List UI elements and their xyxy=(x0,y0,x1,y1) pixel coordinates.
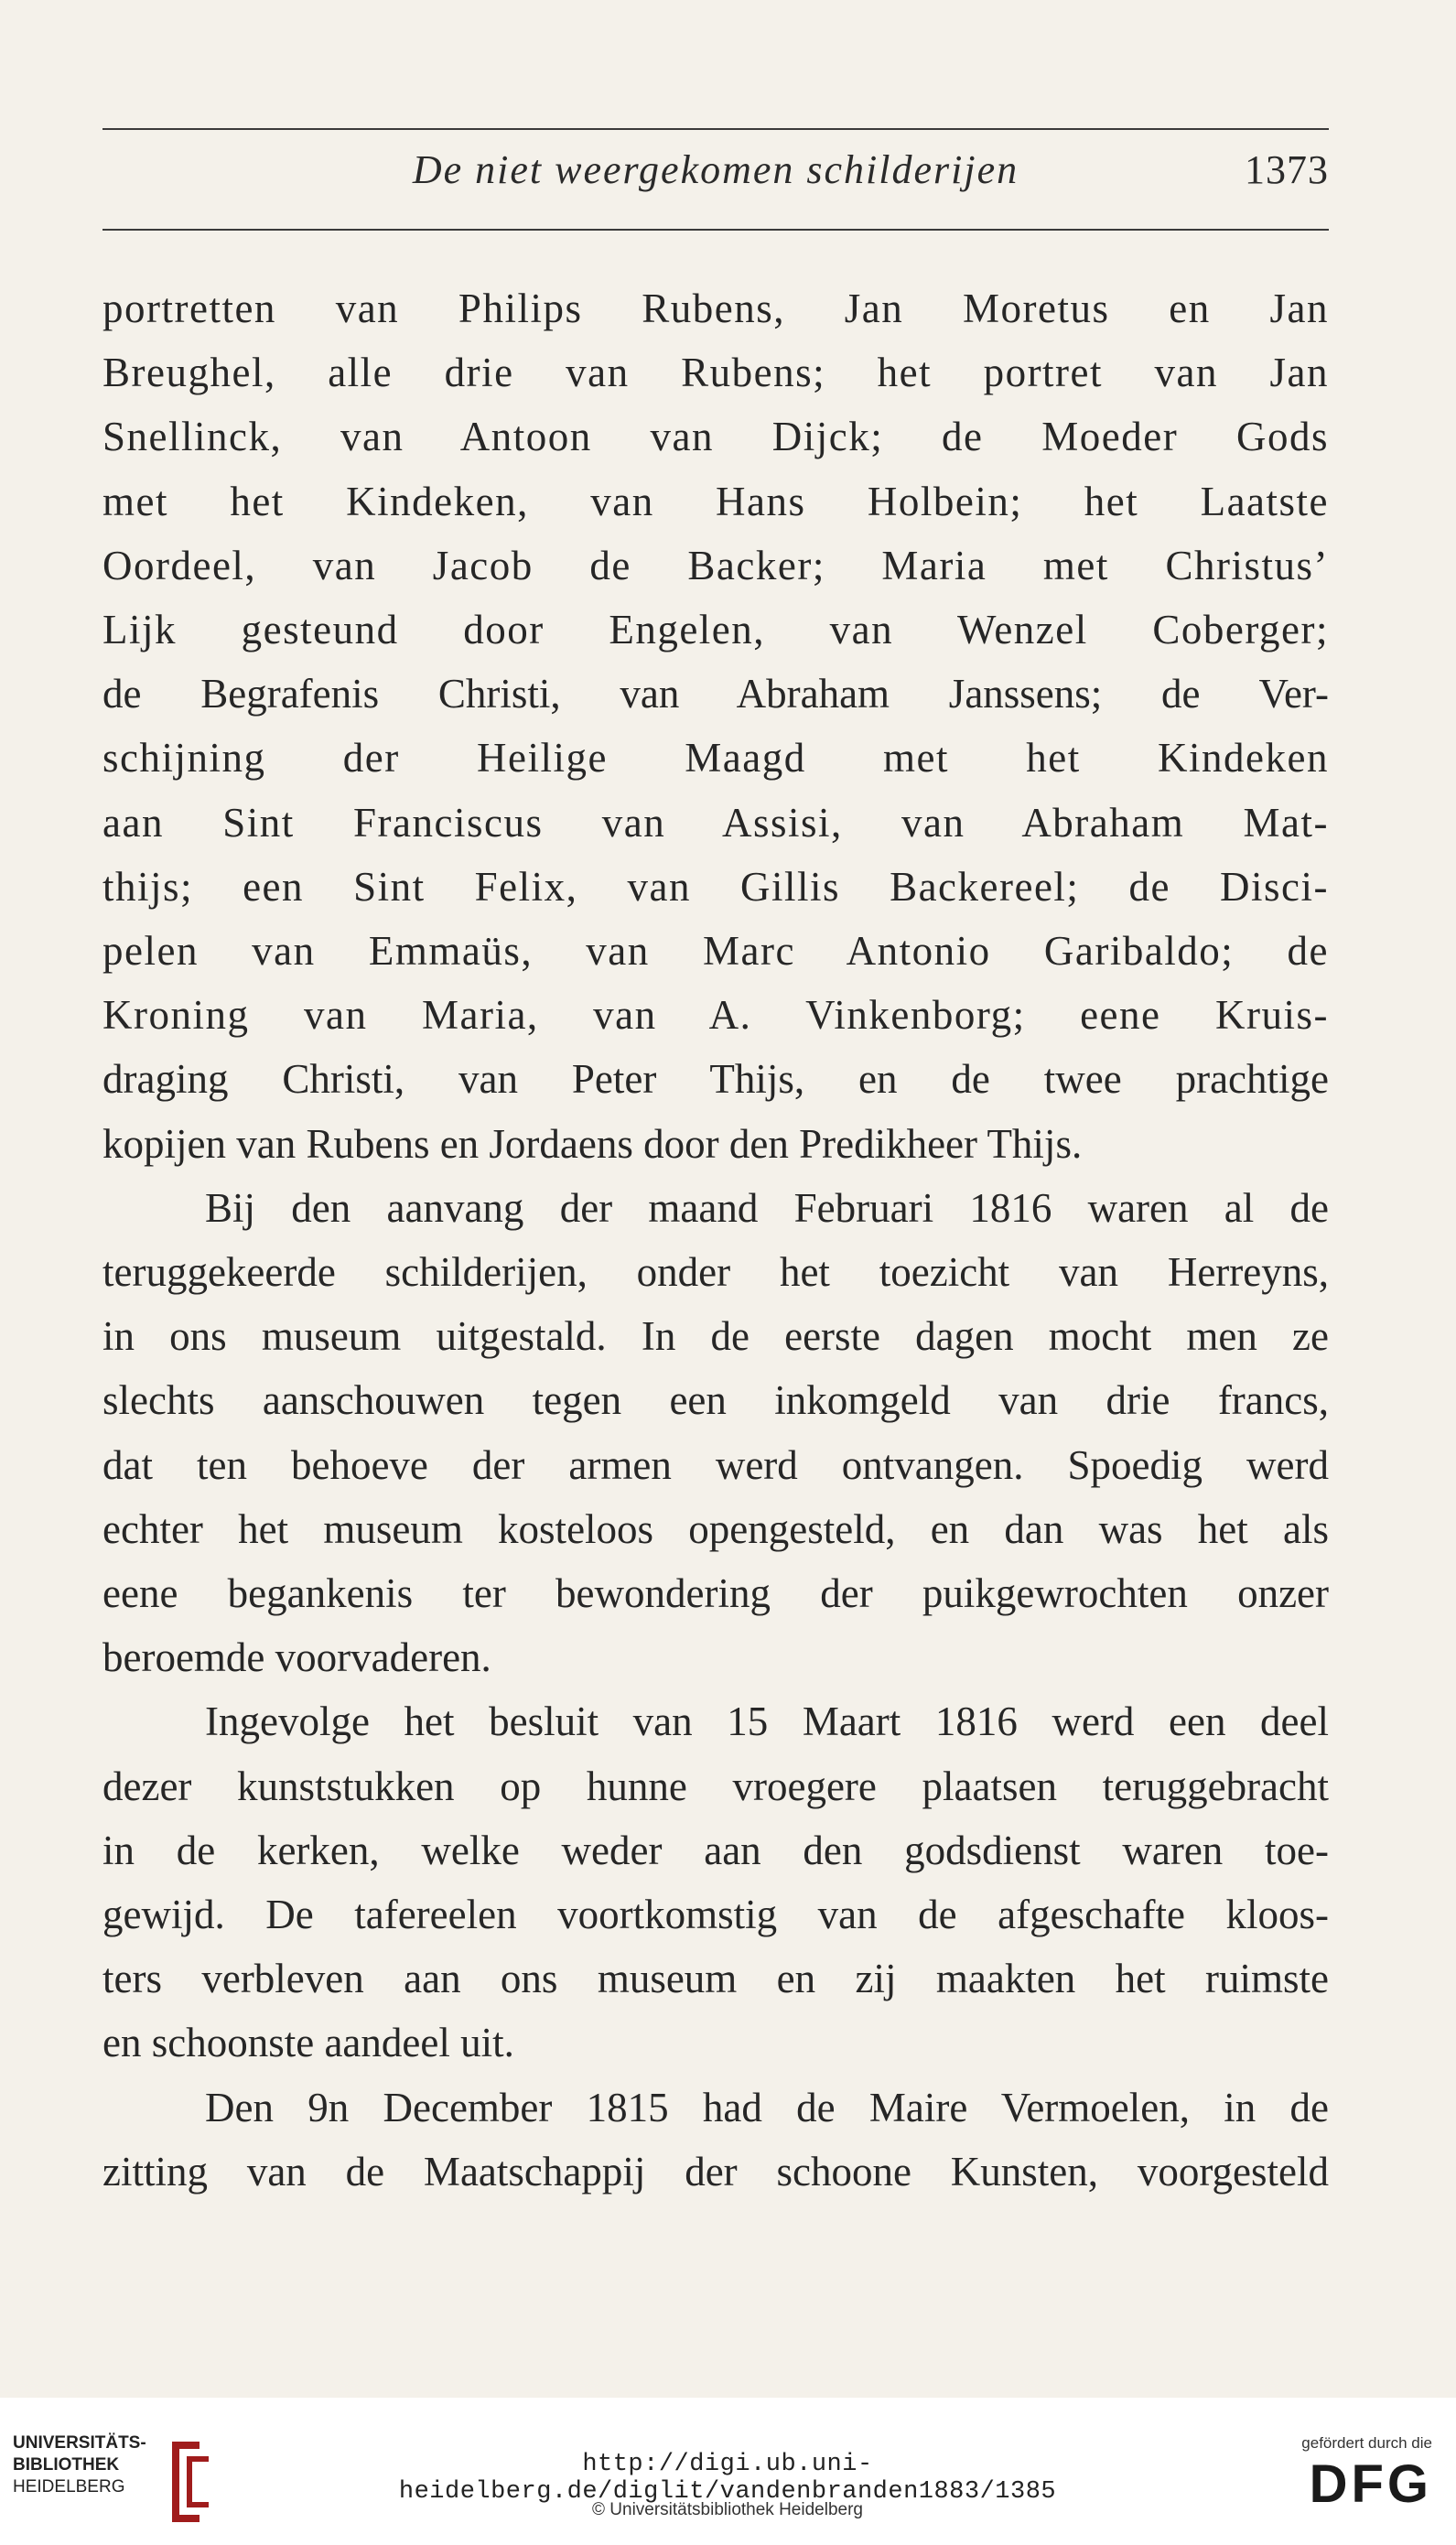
text-line: dezer kunststukken op hunne vroegere plaatsen teruggebracht xyxy=(102,1763,1329,1809)
paragraph-2 xyxy=(102,1176,1329,1690)
text-line: in ons museum uitgestald. In de eerste dagen mocht men ze xyxy=(102,1313,1329,1360)
running-title: De niet weergekomen schilderijen xyxy=(412,147,1019,192)
header-bottom-rule xyxy=(102,229,1329,231)
funder-caption: gefördert durch die xyxy=(1301,2434,1432,2452)
text-line: beroemde voorvaderen. xyxy=(102,1634,491,1681)
text-line: echter het museum kosteloos opengesteld, en dan was het als xyxy=(102,1505,1329,1552)
text-line: gewijd. De tafereelen voortkomstig van de afgeschafte kloos- xyxy=(102,1892,1329,1938)
copyright-notice: © Universitätsbibliothek Heidelberg xyxy=(592,2500,863,2519)
text-line: pelen van Emmaüs, van Marc Antonio Garibaldo; de xyxy=(102,928,1329,975)
text-line: Den 9n December 1815 had de Maire Vermoelen, in de xyxy=(205,2084,1329,2130)
text-line: Oordeel, van Jacob de Backer; Maria met Christus’ xyxy=(102,542,1329,588)
text-line: ters verbleven aan ons museum en zij maakten het ruimste xyxy=(102,1956,1329,2002)
library-name xyxy=(13,2432,146,2498)
text-line: Breughel, alle drie van Rubens; het portret van Jan xyxy=(102,350,1329,396)
library-name-line: UNIVERSITÄTS- xyxy=(13,2433,146,2453)
text-line: teruggekeerde schilderijen, onder het toezicht van Herreyns, xyxy=(102,1249,1329,1296)
text-line: Lijk gesteund door Engelen, van Wenzel Coberger; xyxy=(102,607,1329,653)
page-number: 1373 xyxy=(1245,147,1329,192)
library-name-line: HEIDELBERG xyxy=(13,2477,125,2496)
footer-bar xyxy=(0,2398,1456,2545)
text-line: thijs; een Sint Felix, van Gillis Backereel; de Disci- xyxy=(102,863,1329,910)
text-line: aan Sint Franciscus van Assisi, van Abraham Mat- xyxy=(102,799,1329,846)
text-line: slechts aanschouwen tegen een inkomgeld van drie francs, xyxy=(102,1377,1329,1424)
text-line: dat ten behoeve der armen werd ontvangen. Spoedig werd xyxy=(102,1441,1329,1488)
text-line: draging Christi, van Peter Thijs, en de twee prachtige xyxy=(102,1056,1329,1103)
text-line: en schoonste aandeel uit. xyxy=(102,2020,514,2066)
text-line: Kroning van Maria, van A. Vinkenborg; eene Kruis- xyxy=(102,992,1329,1039)
source-url-link[interactable]: http://digi.ub.uni-heidelberg.de/diglit/vandenbranden1883/1385 xyxy=(398,2451,1057,2506)
text-line: Bij den aanvang der maand Februari 1816 waren al de xyxy=(205,1184,1329,1231)
paragraph-3 xyxy=(102,1689,1329,2075)
paragraph-1 xyxy=(102,276,1329,1176)
body-text xyxy=(102,276,1329,2204)
text-line: de Begrafenis Christi, van Abraham Janssens; de Ver- xyxy=(102,671,1329,717)
text-line: zitting van de Maatschappij der schoone Kunsten, voorgesteld xyxy=(102,2148,1329,2195)
paragraph-4 xyxy=(102,2076,1329,2204)
text-line: met het Kindeken, van Hans Holbein; het Laatste xyxy=(102,478,1329,524)
dfg-logo-icon: DFG xyxy=(1309,2454,1432,2514)
text-line: kopijen van Rubens en Jordaens door den Predikheer Thijs. xyxy=(102,1120,1083,1167)
text-line: portretten van Philips Rubens, Jan Moretus en Jan xyxy=(102,286,1329,331)
text-line: Snellinck, van Antoon van Dijck; de Moeder Gods xyxy=(102,414,1329,460)
library-name-line: BIBLIOTHEK xyxy=(13,2455,120,2475)
header-top-rule xyxy=(102,128,1329,130)
text-line: Ingevolge het besluit van 15 Maart 1816 werd een deel xyxy=(205,1698,1329,1745)
text-line: in de kerken, welke weder aan den godsdienst waren toe- xyxy=(102,1827,1329,1873)
running-head xyxy=(102,146,1329,210)
funder-logo[interactable] xyxy=(1231,2434,1432,2517)
text-line: eene begankenis ter bewondering der puikgewrochten onzer xyxy=(102,1570,1329,1617)
text-line: schijning der Heilige Maagd met het Kindeken xyxy=(102,735,1329,782)
university-library-logo[interactable] xyxy=(13,2432,251,2533)
library-emblem-icon xyxy=(159,2436,214,2528)
